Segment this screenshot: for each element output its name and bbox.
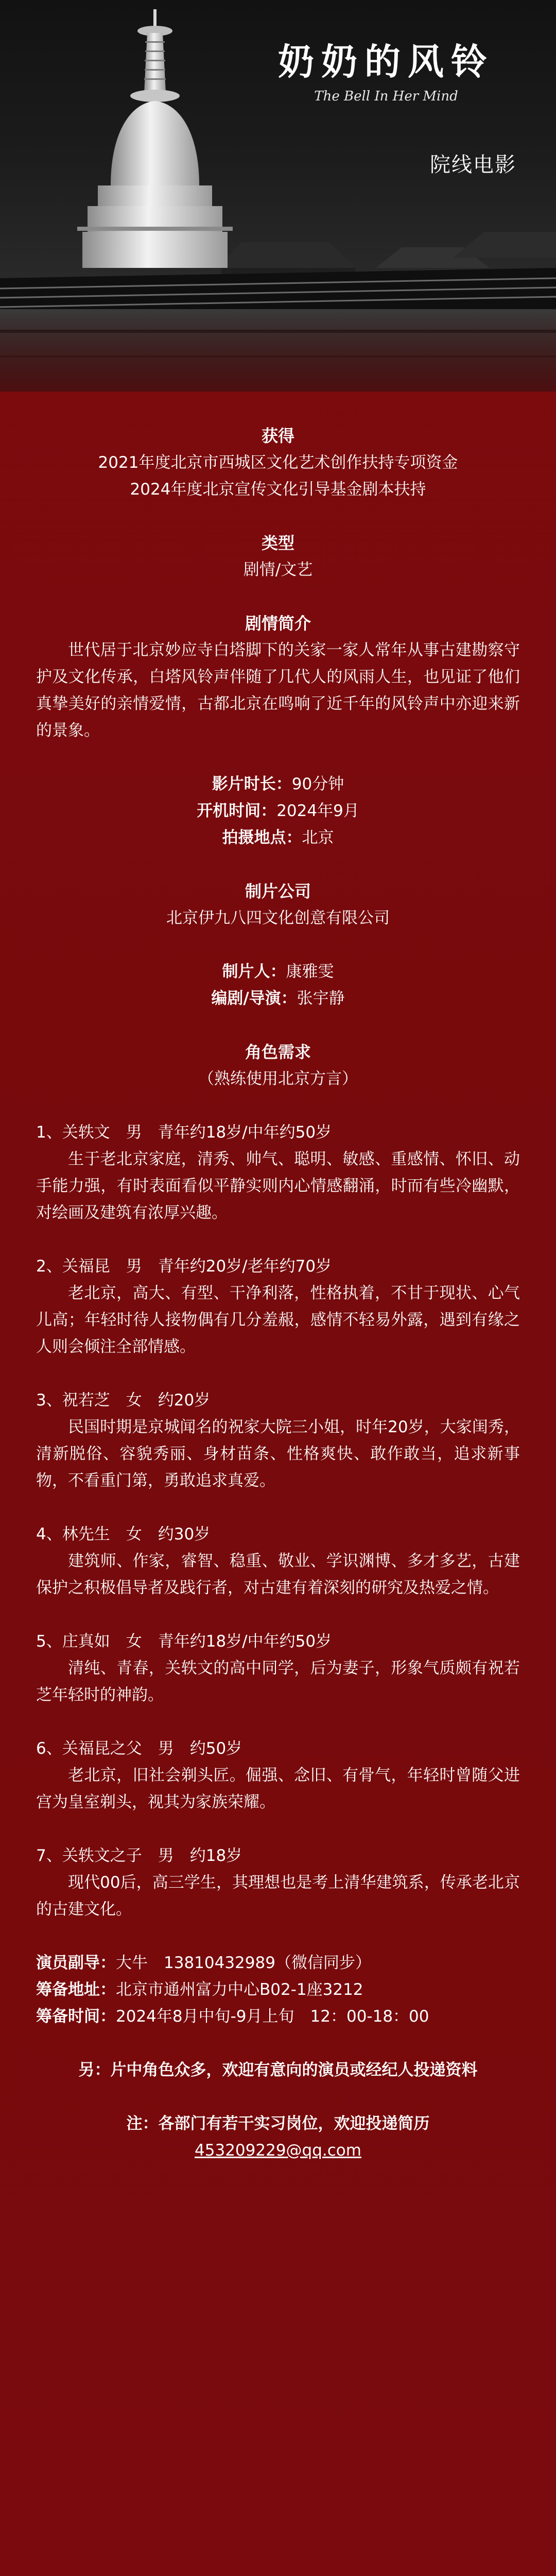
role-description: 现代00后，高三学生，其理想也是考上清华建筑系，传承老北京的古建文化。 (36, 1873, 520, 1919)
contact-label: 筹备地址： (36, 1980, 116, 1999)
casting-heading: 角色需求 (245, 1042, 311, 1062)
hero-photo (0, 0, 556, 392)
genre-heading: 类型 (261, 533, 294, 553)
award-line: 2024年度北京宣传文化引导基金剧本扶持 (130, 480, 426, 499)
role-title: 2、关福昆 男 青年约20岁/老年约70岁 (36, 1257, 332, 1276)
release-type: 院线电影 (430, 153, 516, 177)
contact-value: 大牛 13810432989（微信同步） (116, 1954, 371, 1972)
role-title: 5、庄真如 女 青年约18岁/中年约50岁 (36, 1632, 332, 1651)
info-row-duration (36, 771, 520, 798)
casting-header (36, 1039, 520, 1092)
contact-value: 2024年8月中旬-9月上旬 12：00-18：00 (116, 2007, 429, 2026)
genre-section (36, 530, 520, 583)
crew-label: 制片人： (222, 962, 286, 981)
crew-value: 张宇静 (297, 989, 345, 1008)
notes-section-intern (36, 2110, 520, 2164)
email-address[interactable] (36, 2137, 520, 2164)
contact-label: 演员副导： (36, 1954, 116, 1972)
role-description: 民国时期是京城闻名的祝家大院三小姐，时年20岁，大家闺秀，清新脱俗、容貌秀丽、身材苗条、性格爽快、敢作敢当，追求新事物，不看重门第，勇敢追求真爱。 (36, 1418, 520, 1490)
role-description: 生于老北京家庭，清秀、帅气、聪明、敏感、重感情、怀旧、动手能力强，有时表面看似平静实则内心情感翻涌，时而有些冷幽默，对绘画及建筑有浓厚兴趣。 (36, 1150, 520, 1222)
role-title: 3、祝若芝 女 约20岁 (36, 1391, 211, 1410)
info-row-location (36, 824, 520, 851)
info-label: 影片时长： (212, 775, 292, 793)
role-description: 清纯、青春，关轶文的高中同学，后为妻子，形象气质颇有祝若芝年轻时的神韵。 (36, 1659, 520, 1704)
role-title: 6、关福昆之父 男 约50岁 (36, 1739, 242, 1758)
role-item (36, 1253, 520, 1360)
synopsis-text: 世代居于北京妙应寺白塔脚下的关家一家人常年从事古建勘察守护及文化传承，白塔风铃声伴随了几代人的风雨人生，也见证了他们真挚美好的亲情爱情，古都北京在鸣响了近千年的风铃声中亦迎来新的景象。 (36, 641, 520, 740)
role-title: 4、林先生 女 约30岁 (36, 1525, 211, 1544)
poster-content (0, 392, 556, 2164)
role-item (36, 1387, 520, 1494)
award-section (36, 422, 520, 503)
info-label: 拍摄地点： (222, 828, 302, 847)
role-description: 老北京，高大、有型、干净利落，性格执着，不甘于现状、心气儿高；年轻时待人接物偶有几分羞赧，感情不轻易外露，遇到有缘之人则会倾注全部情感。 (36, 1284, 520, 1356)
award-line: 2021年度北京市西城区文化艺术创作扶持专项资金 (98, 453, 458, 472)
notes-section (36, 2057, 520, 2083)
role-item (36, 1521, 520, 1601)
crew-row-producer (36, 958, 520, 985)
role-item (36, 1735, 520, 1816)
crew-row-director (36, 985, 520, 1012)
casting-subheading: （熟练使用北京方言） (198, 1070, 358, 1088)
company-name: 北京伊九八四文化创意有限公司 (166, 909, 390, 927)
synopsis-heading: 剧情简介 (245, 614, 311, 633)
movie-title: 奶奶的风铃 (278, 40, 494, 83)
info-label: 开机时间： (197, 802, 277, 820)
note-roles: 另：片中角色众多，欢迎有意向的演员或经纪人投递资料 (78, 2061, 478, 2079)
genre-value: 剧情/文艺 (243, 561, 313, 579)
contact-row-time (36, 2003, 520, 2030)
contact-row-casting (36, 1950, 520, 1976)
contact-section (36, 1950, 520, 2030)
contact-value: 北京市通州富力中心B02-1座3212 (116, 1980, 363, 1999)
film-info-section (36, 771, 520, 851)
info-row-start-date (36, 798, 520, 824)
crew-section (36, 958, 520, 1012)
role-item (36, 1628, 520, 1708)
role-description: 建筑师、作家，睿智、稳重、敬业、学识渊博、多才多艺，古建保护之积极倡导者及践行者，对古建有着深刻的研究及热爱之情。 (36, 1552, 520, 1597)
company-section (36, 878, 520, 931)
contact-label: 筹备时间： (36, 2007, 116, 2026)
role-item (36, 1842, 520, 1923)
role-description: 老北京，旧社会剃头匠。倔强、念旧、有骨气，年轻时曾随父进宫为皇室剃头，视其为家族荣耀。 (36, 1766, 520, 1811)
role-title: 7、关轶文之子 男 约18岁 (36, 1846, 242, 1865)
crew-value: 康雅雯 (286, 962, 334, 981)
info-value: 北京 (302, 828, 334, 847)
contact-row-address (36, 1976, 520, 2003)
movie-title-english: The Bell In Her Mind (314, 89, 458, 104)
synopsis-section (36, 610, 520, 744)
company-heading: 制片公司 (245, 882, 311, 901)
role-item (36, 1119, 520, 1226)
crew-label: 编剧/导演： (211, 989, 297, 1008)
info-value: 90分钟 (291, 775, 344, 793)
award-heading: 获得 (261, 426, 294, 446)
role-title: 1、关轶文 男 青年约18岁/中年约50岁 (36, 1123, 332, 1142)
email-link[interactable]: 453209229@qq.com (195, 2141, 361, 2160)
info-value: 2024年9月 (276, 802, 359, 820)
note-intern: 注：各部门有若干实习岗位，欢迎投递简历 (126, 2114, 430, 2133)
